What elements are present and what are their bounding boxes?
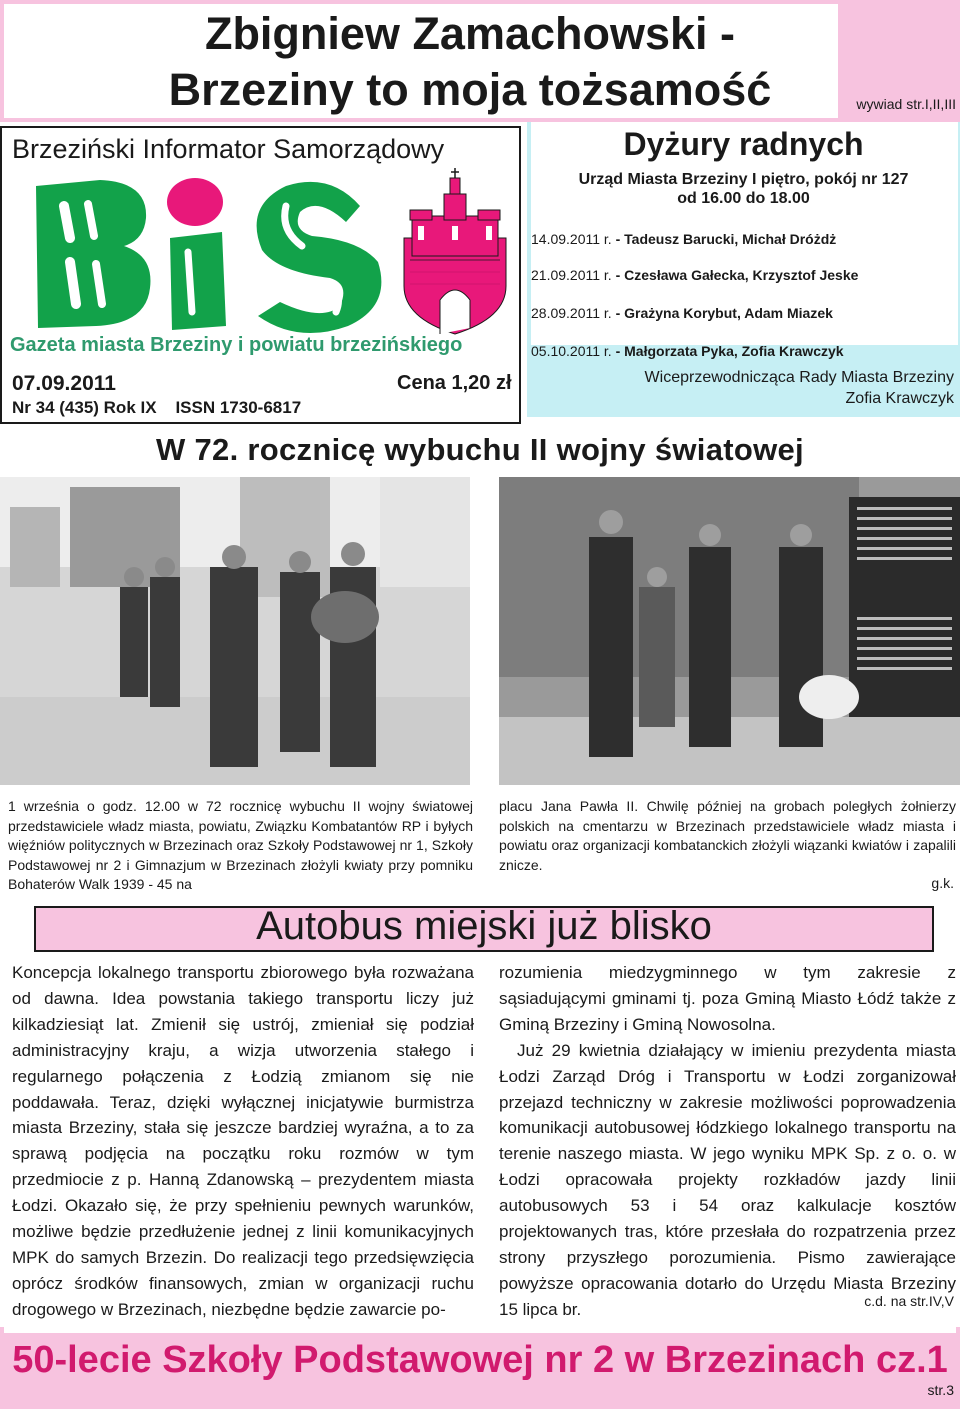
masthead-subtitle: Gazeta miasta Brzeziny i powiatu brzezińskiego <box>10 334 463 356</box>
bis-logo <box>30 166 510 336</box>
bottom-banner-gap <box>4 1327 956 1333</box>
deputy-chair-name: Zofia Krawczyk <box>845 390 954 407</box>
duty-location <box>527 170 960 208</box>
bus-text-left: Koncepcja lokalnego transportu zbiorowego była rozważana od dawna. Idea powstania takiego transportu liczy już kilkadziesiąt lat. Zmienił się ustrój, zmieniał się podział administracyjny kraju, a wizja utworzenia stałego i regularnego połączenia z Łodzią zmianom się nie poddawała. Teraz, dzięki wyłącznej inicjatywie burmistrza miasta Brzeziny, stała się jeszcze bardziej wyraźna, a to za sprawą podjęcia na początku roku rozmów w tym przedmiocie z p. Hanną Zdanowską – prezydentem miasta Łodzi. Okazało się, że przy spełnieniu pewnych warunków, możliwe będzie przedłużenie jednej z linii komunikacyjnych MPK do samych Brzezin. Do realizacji tego przedsięwzięcia oprócz środków finansowych, zmian w organizacji ruchu drogowego w Brzezinach, niezbędne będzie zawarcie po- <box>12 963 474 1319</box>
anniversary-signature: g.k. <box>931 875 954 891</box>
bus-paragraph: Już 29 kwietnia działający w imieniu prezydenta miasta Łodzi Zarząd Dróg i Transportu w Łodzi zorganizował przejazd techniczny w zakresie możliwości poprowadzenia komunikacji autobusowej łódzkiego lokalnego transportu na terenie naszego miasta. W jego wyniku MPK Sp. z o. o. w Łodzi opracowała projekty rozkładów jazdy linii autobusowych 53 i 54 oraz kalkulacje kosztów projektowanych tras, które przesłała do rozpatrzenia przez strony przyszłego porozumienia. Pismo zawierające powyższe opracowania dotarło do Urzędu Miasta Brzeziny 15 lipca br. <box>499 1040 956 1319</box>
anniversary-title[interactable]: W 72. rocznicę wybuchu II wojny światowej <box>156 432 804 467</box>
bus-paragraph: rozumienia miedzygminnego w tym zakresie z sąsiadującymi gminami tj. poza Gminą Miasto Łódź także z Gminą Brzeziny i Gminą Nowosolna. <box>499 963 956 1034</box>
school-anniversary-headline[interactable]: 50-lecie Szkoły Podstawowej nr 2 w Brzezinach cz.1 <box>12 1339 948 1381</box>
duty-title: Dyżury radnych <box>623 126 864 162</box>
ceremony-photo-right <box>499 477 960 785</box>
duty-location-line2: od 16.00 do 18.00 <box>677 190 810 207</box>
issue-price: Cena 1,20 zł <box>397 372 512 394</box>
anniversary-text-right: placu Jana Pawła II. Chwilę później na grobach poległych żołnierzy polskich na cmentarzu w Brzezinach przedstawiciele władz miasta i powiatu oraz organizacji kombatanckich złożyli wiązanki kwiatów i zapalili znicze. <box>499 798 956 873</box>
issue-number: Nr 34 (435) Rok IX ISSN 1730-6817 <box>12 398 302 417</box>
duty-row: 28.09.2011 r. - Grażyna Korybut, Adam Miazek <box>531 305 833 321</box>
deputy-chair-role: Wiceprzewodnicząca Rady Miasta Brzeziny <box>644 369 954 386</box>
masthead-title: Brzeziński Informator Samorządowy <box>12 134 445 164</box>
masthead <box>0 126 521 424</box>
anniversary-text-left: 1 września o godz. 12.00 w 72 rocznicę wybuchu II wojny światowej przedstawiciele władz miasta, powiatu, Związku Kombatantów RP i byłych więźniów politycznych w Brzezinach oraz Szkoły Podstawowej nr 1, Szkoły Podstawowej nr 2 i Gimnazjum w Brzezinach złożyli kwiaty przy pomniku Bohaterów Walk 1939 - 45 na <box>8 798 473 892</box>
main-headline[interactable]: Zbigniew Zamachowski - Brzeziny to moja tożsamość <box>168 8 772 115</box>
school-page-ref[interactable]: str.3 <box>927 1382 954 1398</box>
duty-row: 05.10.2011 r. - Małgorzata Pyka, Zofia Krawczyk <box>531 343 844 359</box>
bus-text-right <box>499 960 956 1323</box>
duty-row: 21.09.2011 r. - Czesława Gałecka, Krzysztof Jeske <box>531 267 859 283</box>
issue-date: 07.09.2011 <box>12 372 116 395</box>
duty-row: 14.09.2011 r. - Tadeusz Barucki, Michał Dróżdż <box>531 231 837 247</box>
duty-location-line1: Urząd Miasta Brzeziny I piętro, pokój nr 127 <box>578 171 909 188</box>
bus-headline[interactable]: Autobus miejski już blisko <box>256 904 712 948</box>
interview-page-ref[interactable]: wywiad str.I,II,III <box>856 96 956 112</box>
bus-continued-ref[interactable]: c.d. na str.IV,V <box>864 1293 954 1309</box>
ceremony-photo-left <box>0 477 470 785</box>
